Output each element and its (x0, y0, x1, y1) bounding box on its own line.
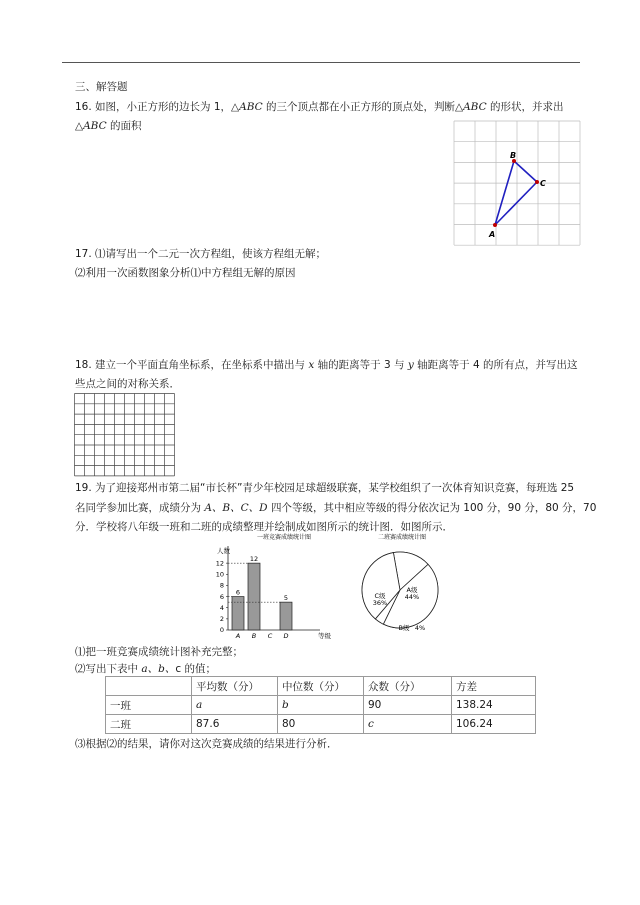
bar-data-label: 6 (235, 588, 241, 597)
q16-abc-1: ABC (239, 101, 263, 113)
q16-line2 (75, 119, 141, 133)
pie-slice-name: B级 (398, 624, 410, 632)
vertex-a-label: A (489, 230, 496, 239)
q17-part2: ⑵利用一次函数图象分析⑴中方程组无解的原因 (75, 267, 296, 279)
bar-category-label: C (267, 632, 273, 640)
q16-grid-figure (453, 120, 581, 246)
bar-y-tick-label: 6 (219, 592, 224, 601)
table-header-cell: 中位数（分） (278, 677, 364, 696)
table-cell: 一班 (106, 696, 192, 715)
q16-grid (454, 121, 580, 245)
q16-tri-symbol: △ (75, 120, 84, 132)
triangle-side-bc (514, 161, 537, 182)
bar-chart-xlabel: 等级 (318, 632, 331, 640)
table-header-cell: 方差 (452, 677, 536, 696)
pie-chart-marks (362, 552, 438, 632)
q19-line1: 19. 为了迎接郑州市第二届“市长杯”青少年校园足球超级联赛，某学校组织了一次体育知识竞赛，每班选 25 (75, 482, 575, 494)
vertex-c-label: C (540, 179, 546, 188)
pie-chart-title: 二班赛成绩统计图 (377, 534, 427, 541)
table-cell: 87.6 (192, 715, 278, 734)
table-cell: 138.24 (452, 696, 536, 715)
pie-slice-percent: 44% (404, 593, 420, 601)
class1-bar-chart (200, 532, 350, 642)
q19-levels: A、B、C、D (204, 502, 268, 514)
table-cell: 80 (278, 715, 364, 734)
q19-part2-a: ⑵写出下表中 (75, 663, 142, 675)
table-cell: 90 (364, 696, 452, 715)
q16-text-c: 的形状，并求出 (486, 101, 564, 113)
bar-y-tick-label: 2 (219, 615, 224, 624)
section-title: 三、解答题 (75, 81, 128, 93)
bar-y-tick-label: 12 (215, 559, 224, 568)
bar-y-tick-label: 4 (219, 603, 224, 612)
pie-slice-name: A级 (406, 586, 418, 594)
bar-category-label: A (235, 632, 241, 640)
vertex-b-label: B (510, 151, 517, 160)
q18-y: y (407, 359, 414, 371)
table-row (106, 715, 536, 734)
q19-text-a: 名同学参加比赛，成绩分为 (75, 502, 205, 514)
table-row (106, 696, 536, 715)
table-cell: b (278, 696, 364, 715)
q16-abc-3: ABC (83, 120, 107, 132)
bar-category-label: D (283, 632, 289, 640)
scores-table (105, 676, 536, 734)
q16-text-d: 的面积 (106, 120, 142, 132)
q19-line3: 分．学校将八年级一班和二班的成绩整理并绘制成如图所示的统计图．如图所示． (75, 521, 453, 533)
q18-line2: 些点之间的对称关系． (75, 378, 180, 390)
q19-part1: ⑴把一班竞赛成绩统计图补充完整； (75, 646, 243, 658)
q18-x: x (308, 359, 315, 371)
q18-coordinate-grid (74, 393, 176, 477)
q19-part2 (75, 662, 216, 676)
bar-y-tick-label: 8 (219, 581, 224, 590)
q16-abc-2: ABC (463, 101, 487, 113)
table-cell: 二班 (106, 715, 192, 734)
q19-line2 (75, 501, 596, 515)
bar-a (232, 597, 244, 630)
table-header-cell: 众数（分） (364, 677, 452, 696)
q19-part2-b: c 的值； (175, 663, 216, 675)
top-rule (62, 62, 580, 63)
bar-d (280, 602, 292, 630)
q18-text-c: 轴距离等于 4 的所有点，并写出这 (413, 359, 578, 371)
vertex-a-dot (493, 223, 497, 227)
q16-text-a: 16. 如图，小正方形的边长为 1，△ (75, 101, 240, 113)
bar-chart-marks (216, 546, 320, 640)
table-header-cell (106, 677, 192, 696)
bar-category-label: B (251, 632, 257, 640)
bar-b (248, 563, 260, 630)
bar-y-tick-label: 10 (215, 570, 224, 579)
q19-part2-vars: a、b、 (141, 663, 176, 675)
bar-data-label: 5 (283, 594, 289, 603)
bar-chart-ylabel: 人数 (217, 547, 230, 555)
q16-line1 (75, 100, 563, 114)
table-cell: 106.24 (452, 715, 536, 734)
pie-slice-name: C级 (374, 592, 386, 600)
q18-line1 (75, 358, 577, 372)
pie-slice-percent: 36% (372, 599, 388, 607)
class2-pie-chart (350, 532, 450, 642)
q18-text-b: 轴的距离等于 3 与 (314, 359, 408, 371)
bar-chart-title: 一班竞赛成绩统计图 (256, 534, 312, 541)
q17-part1: 17. ⑴请写出一个二元一次方程组，使该方程组无解； (75, 248, 327, 260)
q19-part3: ⑶根据⑵的结果，请你对这次竞赛成绩的结果进行分析． (75, 738, 338, 750)
table-cell: a (192, 696, 278, 715)
q19-text-b: 四个等级，其中相应等级的得分依次记为 100 分，90 分，80 分，70 (267, 502, 597, 514)
q18-grid (75, 394, 175, 476)
q18-text-a: 18. 建立一个平面直角坐标系，在坐标系中描出与 (75, 359, 309, 371)
q16-text-b: 的三个顶点都在小正方形的顶点处，判断△ (262, 101, 464, 113)
table-cell: c (364, 715, 452, 734)
bar-y-tick-label: 0 (219, 626, 224, 635)
table-header-cell: 平均数（分） (192, 677, 278, 696)
table-header-row (106, 677, 536, 696)
pie-slice-percent: 4% (414, 624, 426, 632)
bar-data-label: 12 (249, 555, 259, 564)
vertex-c-dot (535, 180, 539, 184)
